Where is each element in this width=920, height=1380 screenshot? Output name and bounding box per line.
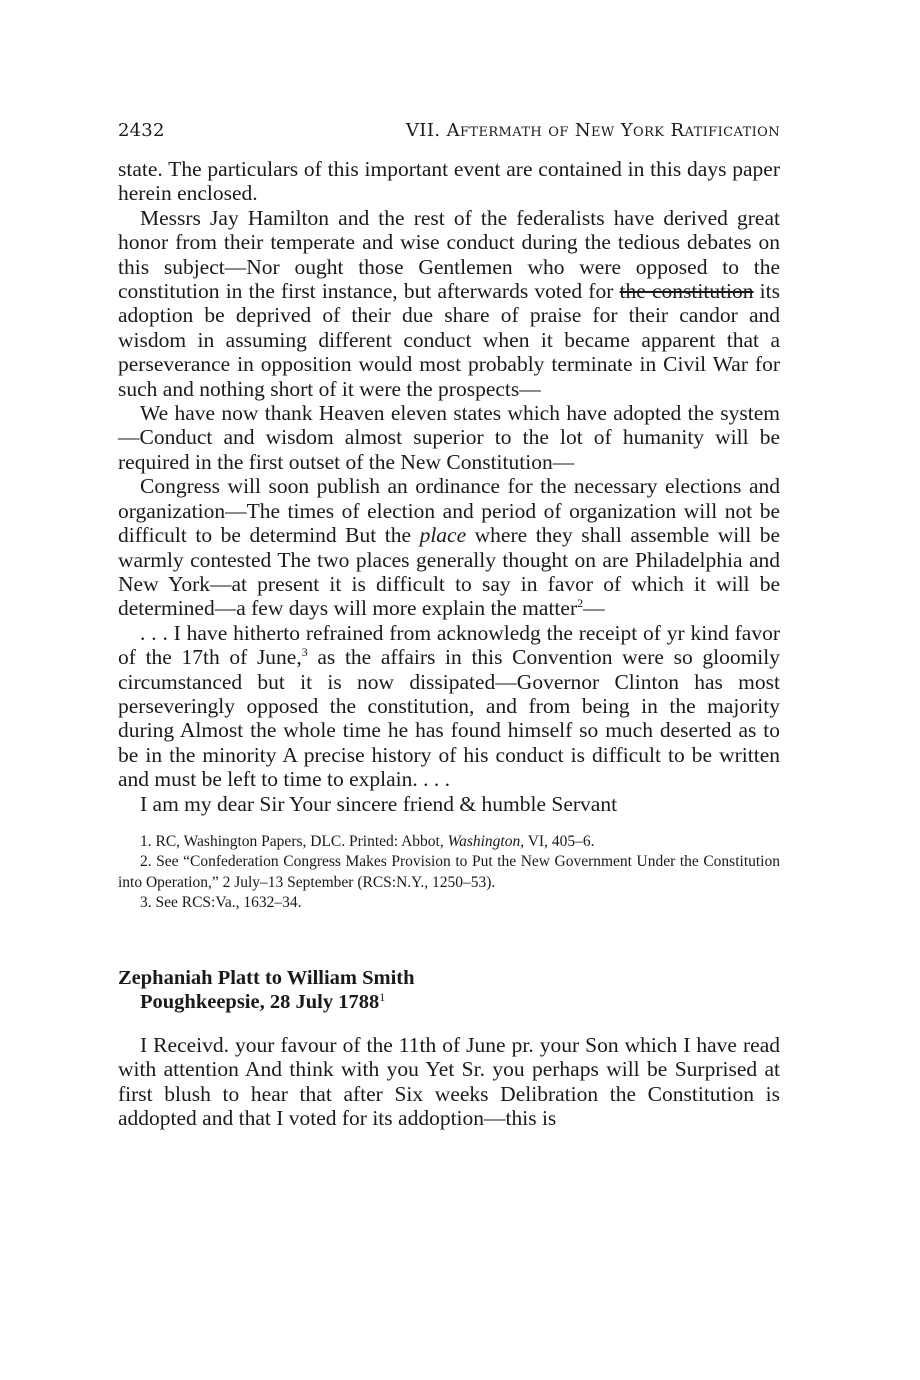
running-title: VII. Aftermath of New York Ratification — [405, 120, 780, 141]
struck-text: the constitution — [619, 279, 754, 304]
footnotes — [118, 832, 780, 914]
paragraph: Congress will soon publish an ordinance for the necessary elections and organization—The times of election and period of organization will not be difficult to be determind But the place where they shall assemble will be warmly contested The two places generally thought on are Philadelphia and New York—at present it is difficult to say in favor of which it will be determined—a few days will more explain the matter$^2$— — [118, 474, 780, 621]
document-page — [118, 120, 780, 1131]
closing-line: I am my dear Sir Your sincere friend & humble Servant — [140, 791, 618, 816]
paragraph: Messrs Jay Hamilton and the rest of the federalists have derived great honor from their temperate and wise conduct during the tedious debates on this subject—Nor ought those Gentlemen who were opposed to the constitution in the first instance, but afterwards voted for the constitution its adoption be deprived of their due share of praise for their candor and wisdom in assuming different conduct when it became apparent that a perseverance in opposition would most probably terminate in Civil War for such and nothing short of it were the prospects— — [118, 205, 780, 401]
running-header — [118, 120, 780, 141]
footnote: 2. See “Confederation Congress Makes Provision to Put the New Government Under the Constitution into Operation,” 2 July–13 September (RCS:N.Y., 1250–53). — [118, 853, 780, 891]
page-number: 2432 — [118, 120, 165, 141]
footnote-ref: 1 — [379, 990, 386, 1005]
letter-heading-title: Zephaniah Platt to William Smith — [118, 966, 415, 989]
letter-body — [118, 1033, 780, 1131]
letter-heading — [118, 966, 780, 1015]
footnote: 1. RC, Washington Papers, DLC. Printed: Abbot, Washington, VI, 405–6. — [140, 832, 595, 850]
paragraph: We have now thank Heaven eleven states which have adopted the system—Conduct and wisdom almost superior to the lot of humanity will be required in the first outset of the New Constitution— — [118, 401, 780, 474]
footnote-ref: 2 — [577, 596, 584, 611]
paragraph: I Receivd. your favour of the 11th of June pr. your Son which I have read with attention And think with you Yet Sr. you perhaps will be Surprised at first blush to hear that after Six weeks Delibration the Constitution is addopted and that I voted for its addoption—this is — [118, 1032, 780, 1131]
italic-word: place — [419, 523, 467, 548]
paragraph: state. The particulars of this important event are contained in this days paper herein enclosed. — [118, 157, 780, 206]
letter-heading-dateline: Poughkeepsie, 28 July 1788$^1$ — [140, 990, 386, 1014]
paragraph: . . . I have hitherto refrained from acknowledg the receipt of yr kind favor of the 17th of June,$^3$ as the affairs in this Convention were so gloomily circumstanced but it is now dissipated—Governor Clinton has most perseveringly opposed the constitution, and from being in the majority during Almost the whole time he has found himself so much deserted as to be in the minority A precise history of his conduct is difficult to be written and must be left to time to explain. . . . — [118, 620, 781, 792]
footnote-ref: 3 — [301, 645, 308, 660]
footnote: 3. See RCS:Va., 1632–34. — [140, 894, 302, 912]
letter-body — [118, 157, 780, 816]
